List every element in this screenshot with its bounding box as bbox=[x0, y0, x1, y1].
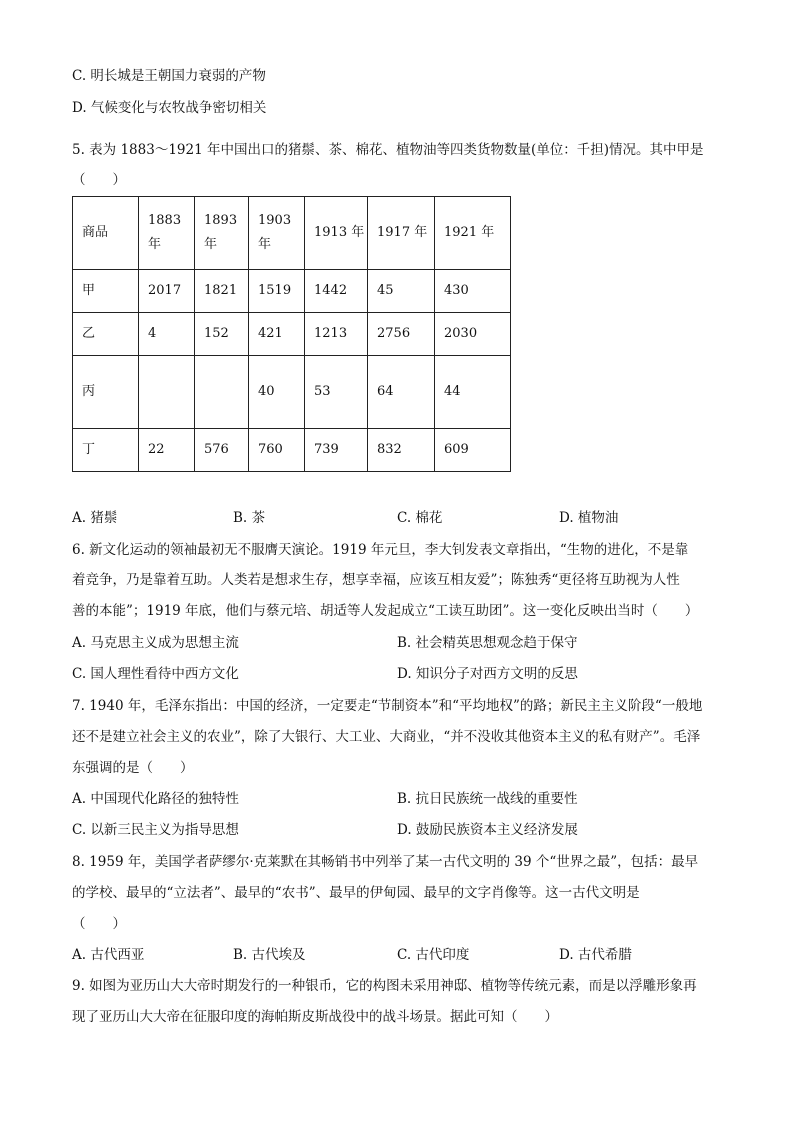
q8-options bbox=[72, 945, 734, 965]
table-row bbox=[73, 356, 511, 429]
q5-options bbox=[72, 508, 734, 528]
q8-stem-line-1: 8. 1959 年，美国学者萨缪尔·克莱默在其畅销书中列举了某一古代文明的 39 个“世界之最”，包括：最早 bbox=[72, 854, 699, 870]
table-header-cell: 1913 年 bbox=[305, 197, 368, 270]
q6-stem-line-2: 着竞争，乃是靠着互助。人类若是想求生存，想享幸福，应该互相友爱”；陈独秀“更径将互助视为人性 bbox=[72, 572, 680, 588]
table-cell: 45 bbox=[368, 270, 435, 313]
table-cell: 152 bbox=[195, 313, 249, 356]
q7-option-b[interactable]: B. 抗日民族统一战线的重要性 bbox=[397, 791, 578, 807]
table-cell: 2756 bbox=[368, 313, 435, 356]
export-table bbox=[72, 196, 511, 472]
q6-options-row-2 bbox=[72, 664, 734, 684]
table-header-cell: 1883 年 bbox=[139, 197, 195, 270]
table-header-cell: 商品 bbox=[73, 197, 139, 270]
q6-option-d[interactable]: D. 知识分子对西方文明的反思 bbox=[397, 666, 578, 682]
table-header-row bbox=[73, 197, 511, 270]
q7-options-row-1 bbox=[72, 789, 734, 809]
table-header-cell: 1903 年 bbox=[249, 197, 305, 270]
q7-stem-line-2: 还不是建立社会主义的农业”，除了大银行、大工业、大商业，“并不没收其他资本主义的私有财产”。毛泽 bbox=[72, 729, 701, 745]
table-cell bbox=[195, 356, 249, 429]
table-cell: 44 bbox=[435, 356, 511, 429]
q7-stem-line-3: 东强调的是（ ） bbox=[72, 760, 194, 776]
q8-answer-blank: （ ） bbox=[72, 916, 126, 932]
q6-stem-line-3: 善的本能”；1919 年底，他们与蔡元培、胡适等人发起成立“工读互助团”。这一变化反映出当时（ ） bbox=[72, 603, 699, 619]
table-cell: 832 bbox=[368, 429, 435, 472]
q8-option-c[interactable]: C. 古代印度 bbox=[397, 947, 470, 963]
table-cell: 2030 bbox=[435, 313, 511, 356]
q9-stem-line-1: 9. 如图为亚历山大大帝时期发行的一种银币，它的构图未采用神邸、植物等传统元素，而是以浮雕形象再 bbox=[72, 978, 697, 994]
q7-option-d[interactable]: D. 鼓励民族资本主义经济发展 bbox=[397, 822, 578, 838]
q8-option-a[interactable]: A. 古代西亚 bbox=[72, 947, 145, 963]
q9-stem-line-2: 现了亚历山大大帝在征服印度的海帕斯皮斯战役中的战斗场景。据此可知（ ） bbox=[72, 1009, 558, 1025]
table-cell: 22 bbox=[139, 429, 195, 472]
q7-stem-line-1: 7. 1940 年，毛泽东指出：中国的经济，一定要走“节制资本”和“平均地权”的路；新民主主义阶段“一般地 bbox=[72, 698, 703, 714]
table-cell: 53 bbox=[305, 356, 368, 429]
q8-option-d[interactable]: D. 古代希腊 bbox=[559, 947, 632, 963]
table-row bbox=[73, 313, 511, 356]
q7-options-row-2 bbox=[72, 820, 734, 840]
q5-option-a[interactable]: A. 猪鬃 bbox=[72, 510, 118, 526]
table-cell: 1519 bbox=[249, 270, 305, 313]
table-cell: 40 bbox=[249, 356, 305, 429]
q4-option-c: C. 明长城是王朝国力衰弱的产物 bbox=[72, 68, 266, 84]
q4-option-d: D. 气候变化与农牧战争密切相关 bbox=[72, 100, 267, 116]
q8-stem-line-2: 的学校、最早的“立法者”、最早的“农书”、最早的伊甸园、最早的文字肖像等。这一古代文明是 bbox=[72, 885, 640, 901]
table-cell: 1821 bbox=[195, 270, 249, 313]
table-cell: 64 bbox=[368, 356, 435, 429]
table-cell: 丁 bbox=[73, 429, 139, 472]
q7-option-a[interactable]: A. 中国现代化路径的独特性 bbox=[72, 791, 239, 807]
table-cell: 421 bbox=[249, 313, 305, 356]
table-cell bbox=[139, 356, 195, 429]
q8-option-b[interactable]: B. 古代埃及 bbox=[233, 947, 306, 963]
table-cell: 609 bbox=[435, 429, 511, 472]
table-cell: 739 bbox=[305, 429, 368, 472]
q6-stem-line-1: 6. 新文化运动的领袖最初无不服膺天演论。1919 年元旦，李大钊发表文章指出，“生物的进化，不是靠 bbox=[72, 542, 689, 558]
table-cell: 1442 bbox=[305, 270, 368, 313]
q6-options-row-1 bbox=[72, 633, 734, 653]
table-header-cell: 1921 年 bbox=[435, 197, 511, 270]
q5-answer-blank: （ ） bbox=[72, 172, 126, 188]
table-cell: 576 bbox=[195, 429, 249, 472]
q5-stem-line-1: 5. 表为 1883～1921 年中国出口的猪鬃、茶、棉花、植物油等四类货物数量(单位：千担)情况。其中甲是 bbox=[72, 142, 704, 158]
q6-option-c[interactable]: C. 国人理性看待中西方文化 bbox=[72, 666, 239, 682]
table-row bbox=[73, 270, 511, 313]
table-row bbox=[73, 429, 511, 472]
table-cell: 甲 bbox=[73, 270, 139, 313]
table-cell: 4 bbox=[139, 313, 195, 356]
table-cell: 2017 bbox=[139, 270, 195, 313]
q5-option-b[interactable]: B. 茶 bbox=[233, 510, 266, 526]
q6-option-a[interactable]: A. 马克思主义成为思想主流 bbox=[72, 635, 239, 651]
table-cell: 760 bbox=[249, 429, 305, 472]
q5-option-d[interactable]: D. 植物油 bbox=[559, 510, 619, 526]
table-cell: 丙 bbox=[73, 356, 139, 429]
q6-option-b[interactable]: B. 社会精英思想观念趋于保守 bbox=[397, 635, 578, 651]
table-header-cell: 1893 年 bbox=[195, 197, 249, 270]
q5-option-c[interactable]: C. 棉花 bbox=[397, 510, 443, 526]
table-header-cell: 1917 年 bbox=[368, 197, 435, 270]
table-cell: 乙 bbox=[73, 313, 139, 356]
table-cell: 1213 bbox=[305, 313, 368, 356]
table-cell: 430 bbox=[435, 270, 511, 313]
q7-option-c[interactable]: C. 以新三民主义为指导思想 bbox=[72, 822, 239, 838]
